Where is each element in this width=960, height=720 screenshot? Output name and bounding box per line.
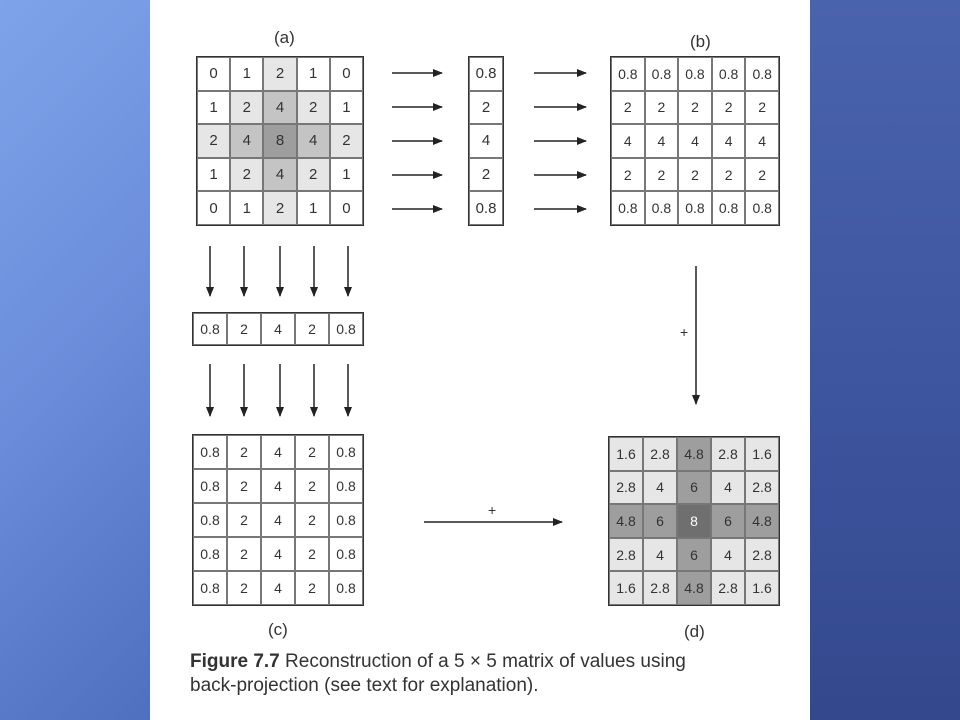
matrix-d-cell: 4.8 [677, 571, 711, 605]
matrix-d-cell: 1.6 [609, 437, 643, 471]
matrix-b-cell: 2 [611, 91, 645, 125]
matrix-a-cell: 4 [230, 124, 263, 158]
matrix-d-cell: 6 [677, 471, 711, 505]
matrix-c-cell: 0.8 [329, 503, 363, 537]
matrix-a-cell: 0 [330, 57, 363, 91]
matrix-a-cell: 4 [263, 158, 296, 192]
caption-text-1: Reconstruction of a 5 × 5 matrix of values using [285, 651, 686, 672]
row-projection-cell: 2 [469, 158, 503, 192]
row-projection-cell: 0.8 [469, 57, 503, 91]
matrix-c-cell: 4 [261, 571, 295, 605]
arrows-column-projection-to-c [210, 364, 348, 416]
matrix-c-cell: 4 [261, 435, 295, 469]
matrix-d-cell: 1.6 [609, 571, 643, 605]
matrix-a-cell: 2 [230, 91, 263, 125]
matrix-c-cell: 2 [295, 503, 329, 537]
matrix-b-cell: 2 [678, 158, 712, 192]
plus-sign-horizontal: + [488, 502, 497, 518]
matrix-a-cell: 1 [197, 158, 230, 192]
matrix-d-cell: 6 [677, 538, 711, 572]
matrix-a-cell: 2 [197, 124, 230, 158]
panel-label-a: (a) [274, 28, 295, 47]
arrows-projection-to-b [534, 73, 586, 209]
matrix-b-cell: 0.8 [678, 57, 712, 91]
matrix-a-cell: 2 [263, 191, 296, 225]
matrix-b-cell: 0.8 [712, 57, 746, 91]
matrix-a-cell: 1 [230, 191, 263, 225]
matrix-d-cell: 4.8 [745, 504, 779, 538]
matrix-d-cell: 2.8 [745, 538, 779, 572]
matrix-c-cell: 2 [295, 537, 329, 571]
matrix-d-cell: 4 [643, 471, 677, 505]
matrix-a-cell: 2 [330, 124, 363, 158]
matrix-c [192, 434, 364, 606]
matrix-a-cell: 4 [297, 124, 330, 158]
matrix-d-cell: 2.8 [609, 471, 643, 505]
matrix-b-cell: 0.8 [712, 191, 746, 225]
matrix-a-cell: 2 [263, 57, 296, 91]
matrix-b-cell: 0.8 [645, 57, 679, 91]
column-projection-cell: 0.8 [329, 313, 363, 345]
matrix-c-cell: 4 [261, 469, 295, 503]
panel-label-d: (d) [684, 622, 705, 641]
matrix-a-cell: 2 [297, 91, 330, 125]
matrix-b-cell: 4 [611, 124, 645, 158]
matrix-d-cell: 8 [677, 504, 711, 538]
caption-line-1 [190, 650, 790, 674]
matrix-d-cell: 2.8 [643, 571, 677, 605]
caption-text-2: back-projection (see text for explanation). [190, 675, 539, 696]
matrix-b-cell: 0.8 [745, 191, 779, 225]
matrix-b-cell: 4 [712, 124, 746, 158]
column-sum-projection [192, 312, 364, 346]
matrix-c-cell: 2 [227, 469, 261, 503]
plus-sign-vertical: + [680, 324, 689, 340]
matrix-a-cell: 1 [330, 91, 363, 125]
matrix-b-cell: 0.8 [611, 57, 645, 91]
matrix-c-cell: 2 [295, 571, 329, 605]
matrix-a-cell: 2 [230, 158, 263, 192]
matrix-b-cell: 4 [745, 124, 779, 158]
matrix-d-cell: 4 [711, 471, 745, 505]
matrix-b-cell: 2 [678, 91, 712, 125]
matrix-a-cell: 4 [263, 91, 296, 125]
matrix-b-cell: 2 [745, 91, 779, 125]
matrix-c-cell: 0.8 [329, 469, 363, 503]
matrix-d-cell: 1.6 [745, 571, 779, 605]
matrix-c-cell: 0.8 [193, 435, 227, 469]
matrix-b-cell: 0.8 [645, 191, 679, 225]
figure-page [150, 0, 810, 720]
matrix-b-cell: 2 [611, 158, 645, 192]
row-projection-cell: 4 [469, 124, 503, 158]
matrix-b-cell: 2 [712, 91, 746, 125]
matrix-c-cell: 0.8 [329, 571, 363, 605]
matrix-b-cell: 0.8 [611, 191, 645, 225]
matrix-c-cell: 0.8 [193, 571, 227, 605]
matrix-d-cell: 4.8 [677, 437, 711, 471]
matrix-a-cell: 0 [197, 57, 230, 91]
matrix-b-cell: 2 [712, 158, 746, 192]
matrix-d [608, 436, 780, 606]
matrix-c-cell: 0.8 [193, 537, 227, 571]
matrix-a-cell: 0 [197, 191, 230, 225]
matrix-b-cell: 4 [678, 124, 712, 158]
matrix-c-cell: 2 [295, 469, 329, 503]
matrix-c-cell: 0.8 [329, 537, 363, 571]
matrix-d-cell: 6 [643, 504, 677, 538]
matrix-c-cell: 2 [227, 435, 261, 469]
matrix-a-cell: 1 [297, 191, 330, 225]
matrix-a-cell: 1 [197, 91, 230, 125]
matrix-b-cell: 2 [645, 158, 679, 192]
row-sum-projection [468, 56, 504, 226]
matrix-b-cell: 4 [645, 124, 679, 158]
matrix-c-cell: 2 [227, 571, 261, 605]
matrix-a [196, 56, 364, 226]
matrix-a-cell: 2 [297, 158, 330, 192]
arrows-a-to-column-projection [210, 246, 348, 296]
slide-background-left [0, 0, 150, 720]
matrix-b-cell: 2 [645, 91, 679, 125]
matrix-d-cell: 2.8 [609, 538, 643, 572]
matrix-a-cell: 0 [330, 191, 363, 225]
row-projection-cell: 0.8 [469, 191, 503, 225]
slide-background-right [810, 0, 960, 720]
matrix-a-cell: 1 [330, 158, 363, 192]
panel-label-b: (b) [690, 32, 711, 51]
matrix-d-cell: 4.8 [609, 504, 643, 538]
matrix-a-cell: 1 [297, 57, 330, 91]
panel-label-c: (c) [268, 620, 288, 639]
column-projection-cell: 4 [261, 313, 295, 345]
matrix-b-cell: 0.8 [745, 57, 779, 91]
matrix-d-cell: 2.8 [711, 437, 745, 471]
matrix-a-cell: 1 [230, 57, 263, 91]
matrix-d-cell: 6 [711, 504, 745, 538]
matrix-c-cell: 0.8 [193, 503, 227, 537]
matrix-c-cell: 2 [295, 435, 329, 469]
figure-caption [190, 650, 790, 698]
matrix-c-cell: 2 [227, 537, 261, 571]
matrix-d-cell: 4 [711, 538, 745, 572]
matrix-d-cell: 2.8 [643, 437, 677, 471]
row-projection-cell: 2 [469, 91, 503, 125]
arrows-a-to-projection [392, 73, 442, 209]
matrix-b-cell: 2 [745, 158, 779, 192]
matrix-d-cell: 2.8 [745, 471, 779, 505]
matrix-b-cell: 0.8 [678, 191, 712, 225]
matrix-d-cell: 2.8 [711, 571, 745, 605]
matrix-d-cell: 4 [643, 538, 677, 572]
column-projection-cell: 2 [227, 313, 261, 345]
matrix-c-cell: 0.8 [193, 469, 227, 503]
matrix-a-cell: 8 [263, 124, 296, 158]
caption-figure-number: Figure 7.7 [190, 651, 280, 672]
matrix-d-cell: 1.6 [745, 437, 779, 471]
column-projection-cell: 2 [295, 313, 329, 345]
matrix-c-cell: 0.8 [329, 435, 363, 469]
matrix-c-cell: 2 [227, 503, 261, 537]
matrix-c-cell: 4 [261, 537, 295, 571]
matrix-c-cell: 4 [261, 503, 295, 537]
column-projection-cell: 0.8 [193, 313, 227, 345]
matrix-b [610, 56, 780, 226]
